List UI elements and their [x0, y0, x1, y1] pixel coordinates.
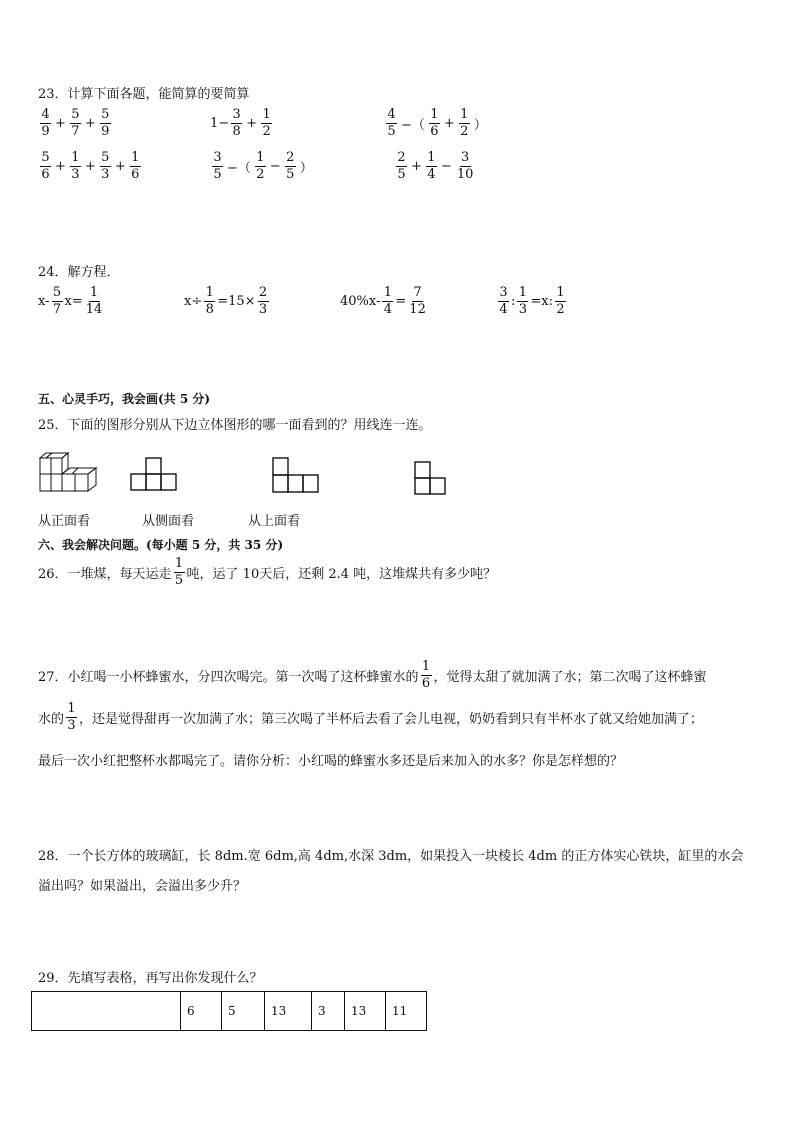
numerator: 1 [67, 701, 76, 716]
closing-paren: ） [473, 117, 487, 133]
numerator: 3 [232, 107, 241, 122]
q23-title: 23．计算下面各题，能简算的要简算 [38, 87, 250, 102]
denominator: 5 [387, 123, 396, 139]
q27-line-1 [38, 660, 707, 690]
numerator: 5 [41, 150, 50, 165]
q23-expr-1 [38, 108, 113, 138]
numerator: 3 [213, 150, 222, 165]
fraction [52, 286, 63, 316]
q26-text [38, 557, 496, 587]
numerator: 1 [205, 285, 214, 300]
fraction [204, 286, 215, 316]
table-row [32, 992, 427, 1031]
q26-text-end: 吨，运了 10天后，还剩 2.4 吨，这堆煤共有多少吨？ [186, 566, 497, 582]
fraction [408, 286, 427, 316]
fraction [456, 151, 475, 181]
q23-expr-2 [210, 108, 274, 138]
fraction [100, 108, 111, 138]
q25-title: 25．下面的图形分别从下边立体图形的哪一面看到的？用线连一连。 [38, 418, 432, 433]
table-cell[interactable]: 3 [312, 992, 345, 1031]
operator: + [55, 158, 66, 174]
fraction [255, 151, 266, 181]
operator: + [411, 158, 422, 174]
denominator: 5 [174, 572, 184, 588]
fraction [85, 286, 104, 316]
q26-text-start: 26．一堆煤，每天运走 [38, 566, 172, 582]
label-front-view: 从正面看 [38, 514, 91, 529]
middle-term: x= [64, 293, 83, 309]
numerator: 1 [460, 107, 469, 122]
fraction [285, 151, 296, 181]
numerator: 5 [71, 107, 80, 122]
leading-term: x- [38, 293, 50, 309]
denominator: 6 [430, 123, 439, 139]
q23-expr-3 [384, 108, 489, 138]
numerator: 1 [383, 285, 393, 300]
operator: − [440, 158, 452, 174]
numerator: 1 [71, 150, 80, 165]
operator: + [246, 115, 258, 131]
denominator: 4 [427, 166, 436, 182]
q24-equation-3 [340, 286, 429, 316]
fraction [261, 108, 272, 138]
table-cell[interactable]: 13 [265, 992, 312, 1031]
table-cell[interactable]: 6 [181, 992, 222, 1031]
q28-line-2: 溢出吗？如果溢出，会溢出多少升？ [38, 879, 247, 894]
numerator: 1 [89, 285, 99, 300]
denominator: 2 [256, 166, 265, 182]
denominator: 6 [131, 166, 140, 182]
fraction [459, 108, 470, 138]
ratio-colon: : [511, 293, 516, 309]
denominator: 2 [460, 123, 469, 139]
table-cell[interactable] [32, 992, 181, 1031]
operator: − [269, 158, 281, 174]
numerator: 4 [387, 107, 396, 122]
denominator: 7 [52, 301, 62, 317]
numerator: 1 [430, 107, 439, 122]
denominator: 12 [409, 301, 426, 317]
operator: + [84, 158, 96, 174]
label-side-view: 从侧面看 [142, 514, 195, 529]
numerator: 1 [131, 150, 140, 165]
q23-expr-5 [210, 151, 315, 181]
denominator: 14 [85, 301, 103, 317]
q24-equation-2 [184, 286, 271, 316]
numerator: 1 [174, 556, 184, 571]
fraction [396, 151, 407, 181]
numerator: 5 [52, 285, 62, 300]
denominator: 4 [383, 301, 393, 317]
q24-equation-4 [496, 286, 568, 316]
q27-text-2a: 水的 [38, 711, 65, 727]
numerator: 1 [262, 107, 271, 122]
fraction [517, 286, 528, 316]
q27-text-2b: ，还是觉得甜再一次加满了水；第三次喝了半杯后去看了会儿电视，奶奶看到只有半杯水了就又给她加满了； [79, 711, 704, 727]
numerator: 1 [256, 150, 265, 165]
denominator: 5 [286, 166, 295, 182]
fraction [40, 108, 51, 138]
denominator: 5 [213, 166, 222, 182]
fraction [130, 151, 141, 181]
leading-term: x÷ [184, 293, 203, 309]
denominator: 8 [205, 301, 214, 317]
fraction [426, 151, 437, 181]
fraction [70, 108, 81, 138]
q27-text-1b: ，觉得太甜了就加满了水；第二次喝了这杯蜂蜜 [433, 669, 707, 685]
numerator: 5 [101, 107, 110, 122]
closing-paren: ） [299, 160, 313, 176]
view-shape-3 [414, 460, 448, 496]
operator: + [114, 158, 126, 174]
q27-line-2 [38, 702, 703, 732]
operator: + [443, 115, 455, 131]
numerator: 1 [427, 150, 436, 165]
numerator: 4 [41, 107, 50, 122]
denominator: 9 [41, 123, 50, 139]
q29-table [31, 991, 427, 1031]
section-5-title: 五、心灵手巧，我会画(共 5 分) [38, 392, 211, 406]
denominator: 10 [456, 166, 474, 182]
numerator: 3 [499, 285, 508, 300]
table-cell[interactable]: 13 [345, 992, 386, 1031]
operator: −（ [227, 160, 251, 176]
leading-term: 40%x- [340, 293, 381, 309]
leading-term: 1− [210, 115, 230, 131]
fraction [386, 108, 397, 138]
fraction [66, 702, 77, 732]
q28-line-1: 28．一个长方体的玻璃缸，长 8dm.宽 6dm,高 4dm,水深 3dm，如果投入一块棱长 4dm 的正方体实心铁块，缸里的水会 [38, 849, 744, 864]
q24-equation-1 [38, 286, 105, 316]
operator: + [84, 115, 96, 131]
denominator: 4 [499, 301, 508, 317]
numerator: 2 [258, 285, 268, 300]
numerator: 7 [413, 285, 422, 300]
q24-title: 24．解方程． [38, 265, 120, 280]
denominator: 7 [71, 123, 80, 139]
middle-term: =15× [217, 293, 256, 309]
fraction [70, 151, 81, 181]
numerator: 3 [460, 150, 470, 165]
fraction [40, 151, 51, 181]
denominator: 3 [67, 717, 76, 733]
denominator: 2 [262, 123, 271, 139]
fraction [258, 286, 269, 316]
numerator: 2 [397, 150, 406, 165]
denominator: 3 [258, 301, 268, 317]
view-shape-2 [272, 456, 320, 494]
numerator: 1 [556, 285, 565, 300]
solid-cubes-figure [38, 450, 102, 494]
middle-term: = [395, 293, 407, 309]
q23-expr-6 [394, 151, 476, 181]
table-cell[interactable]: 11 [386, 992, 427, 1031]
table-cell[interactable]: 5 [222, 992, 265, 1031]
denominator: 9 [101, 123, 110, 139]
middle-term: =x: [530, 293, 553, 309]
numerator: 5 [101, 150, 110, 165]
q27-text-1a: 27．小红喝一小杯蜂蜜水，分四次喝完。第一次喝了这杯蜂蜜水的 [38, 669, 419, 685]
denominator: 3 [101, 166, 110, 182]
denominator: 6 [41, 166, 50, 182]
denominator: 3 [518, 301, 528, 317]
q29-title: 29．先填写表格，再写出你发现什么？ [38, 971, 263, 986]
denominator: 3 [71, 166, 80, 182]
fraction [429, 108, 440, 138]
view-shape-1 [130, 456, 178, 492]
operator: + [55, 115, 66, 131]
fraction [498, 286, 509, 316]
denominator: 2 [556, 301, 565, 317]
q23-expr-4 [38, 151, 143, 181]
numerator: 2 [286, 150, 295, 165]
section-6-title: 六、我会解决问题。(每小题 5 分，共 35 分) [38, 538, 284, 552]
fraction [382, 286, 393, 316]
label-top-view: 从上面看 [248, 514, 301, 529]
q27-line-3: 最后一次小红把整杯水都喝完了。请你分析：小红喝的蜂蜜水多还是后来加入的水多？你是怎样想的？ [38, 754, 624, 769]
fraction [231, 108, 242, 138]
denominator: 8 [232, 123, 241, 139]
fraction [212, 151, 223, 181]
denominator: 5 [397, 166, 406, 182]
denominator: 6 [421, 675, 431, 691]
fraction [174, 557, 185, 587]
fraction [555, 286, 566, 316]
numerator: 1 [421, 659, 431, 674]
fraction [421, 660, 432, 690]
fraction [100, 151, 111, 181]
numerator: 1 [518, 285, 528, 300]
operator: −（ [401, 117, 425, 133]
